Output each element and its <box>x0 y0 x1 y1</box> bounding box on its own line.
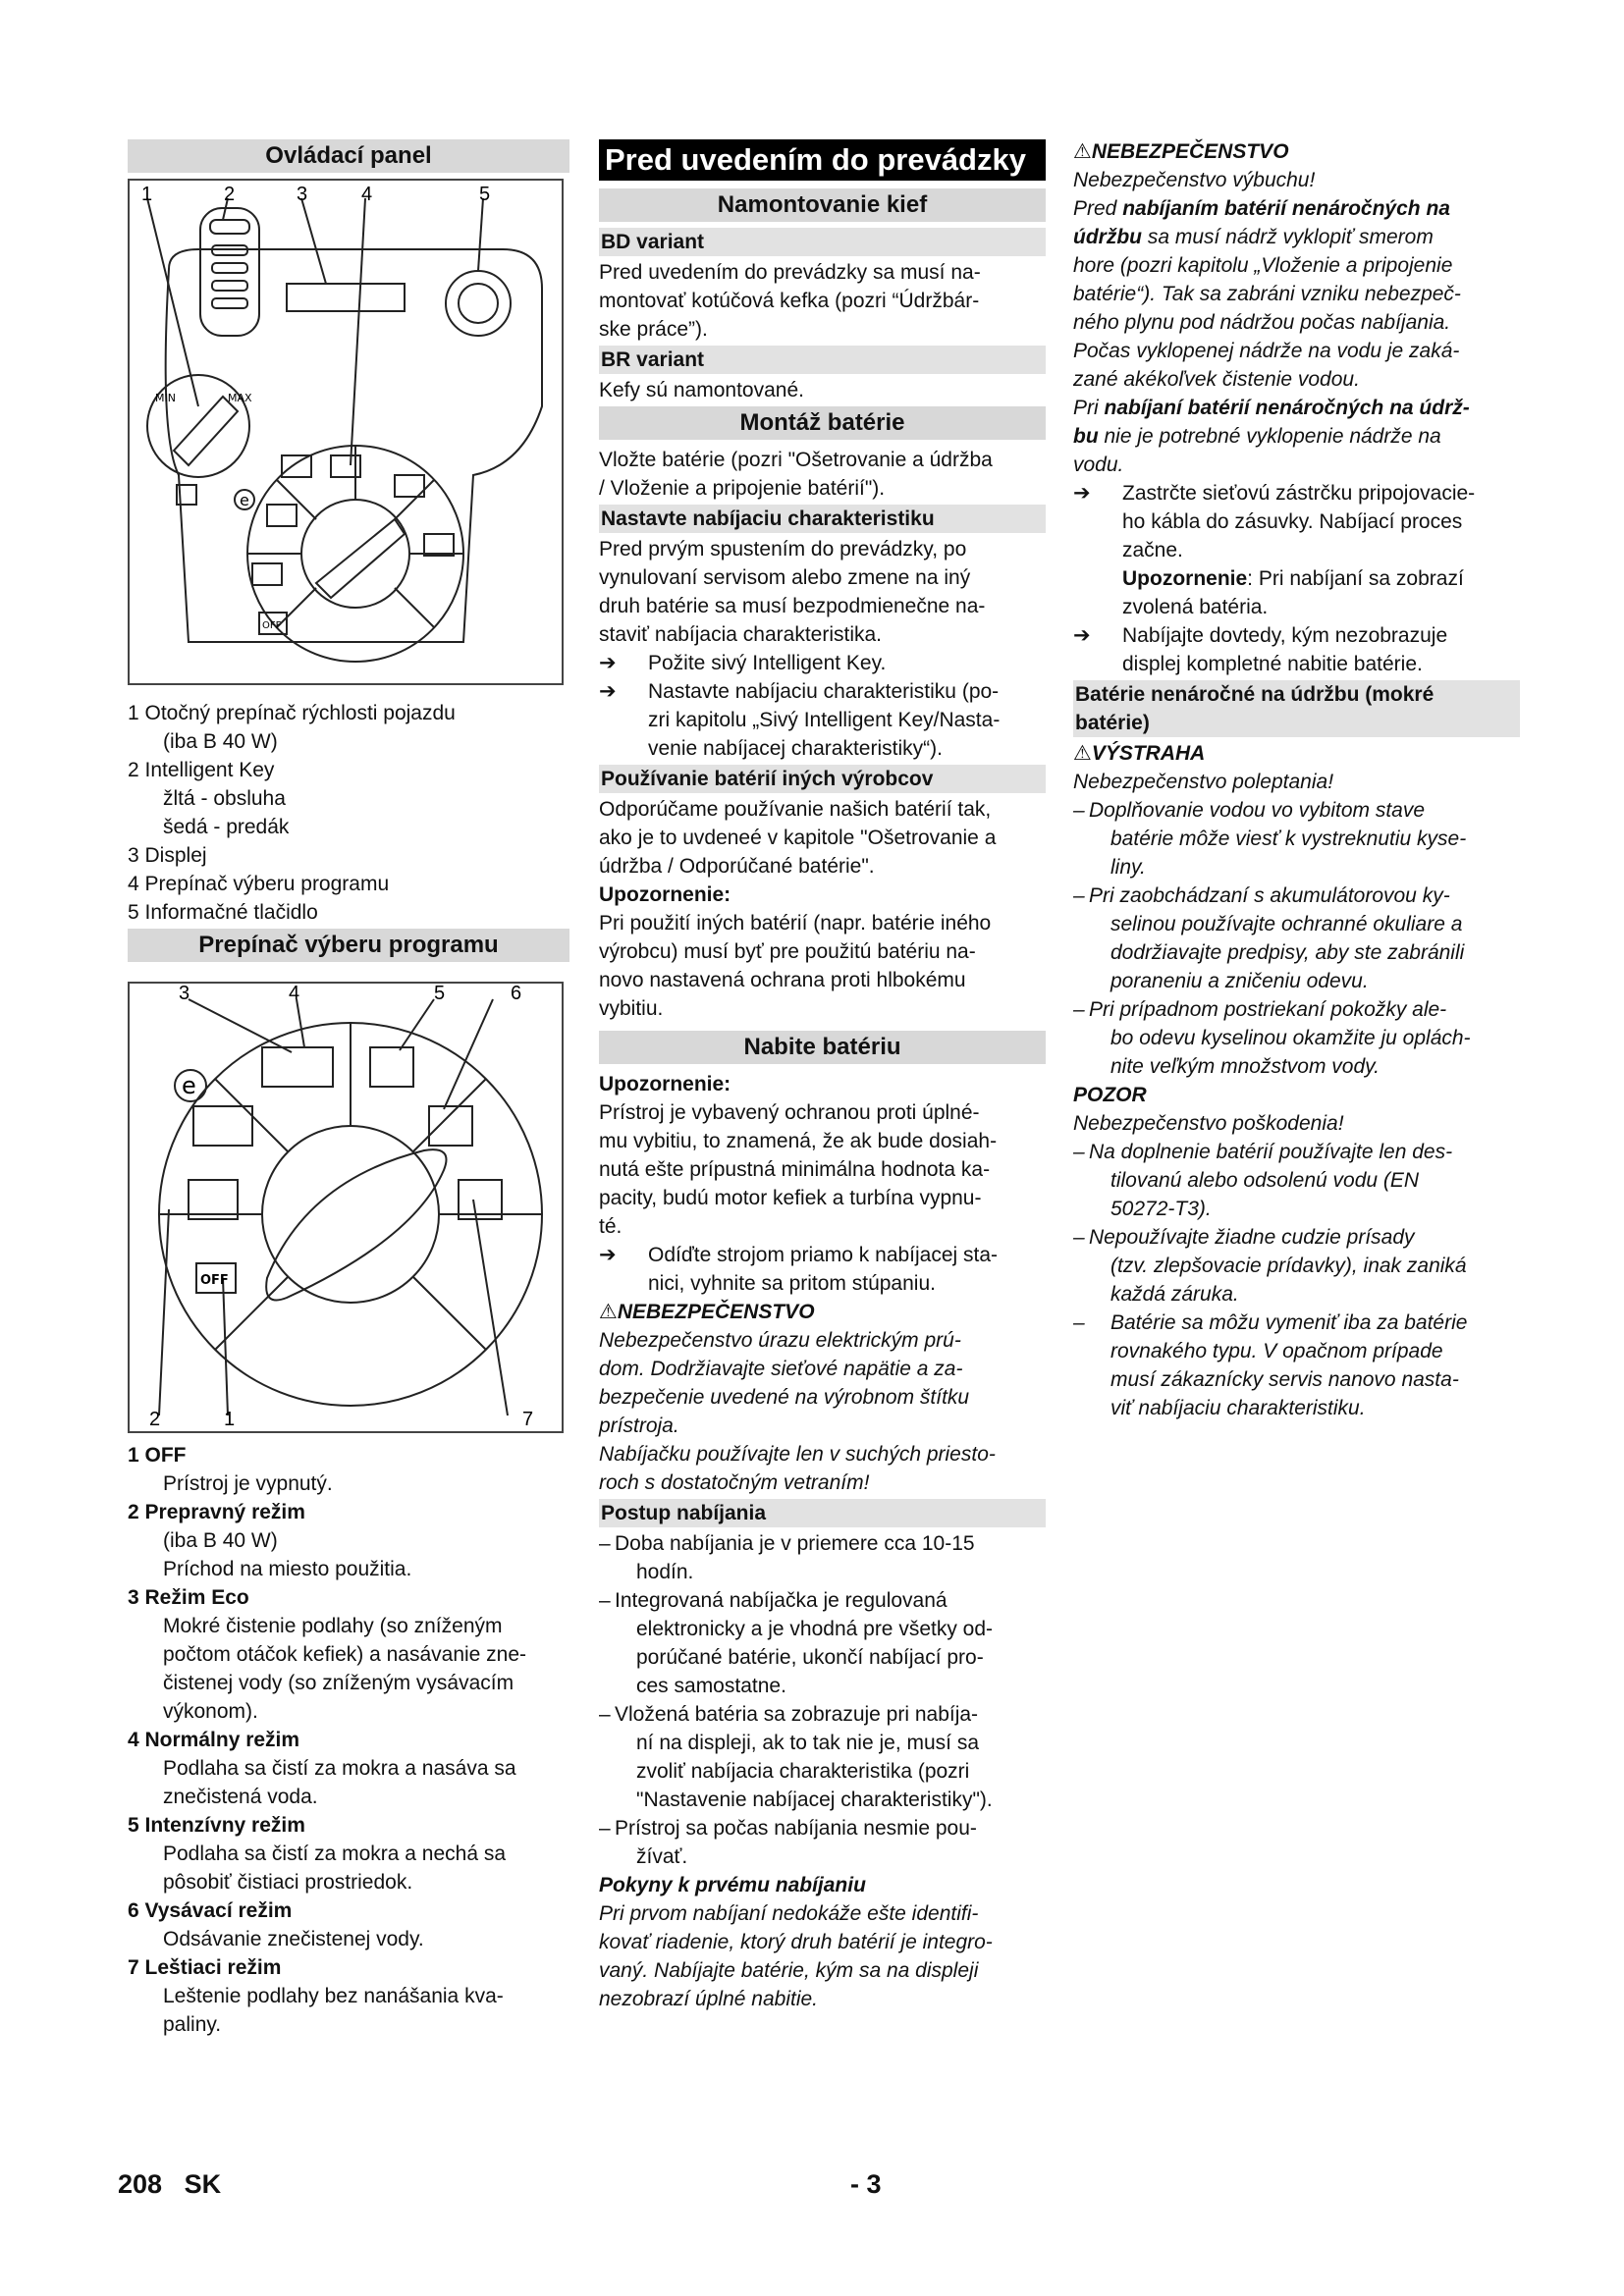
charge-until-step: ➔ Nabíjajte dovtedy, kým nezobrazuje displej kompletné nabitie batérie. <box>1073 621 1520 678</box>
tank-text: údržbu sa musí nádrž vyklopiť smerom <box>1073 226 1434 248</box>
prog-2-line: (iba B 40 W) <box>163 1529 278 1552</box>
heading-charge-battery: Nabite batériu <box>599 1031 1046 1064</box>
panel-item-4: 4 Prepínač výberu programu <box>128 873 390 895</box>
tank-text: Pred nabíjaním batérií nenáročných na <box>1073 197 1450 220</box>
prog-3-line: počtom otáčok kefiek) a nasávanie zne- <box>163 1643 527 1666</box>
tank-text-2: vodu. <box>1073 454 1124 476</box>
prog-6-line: Odsávanie znečistenej vody. <box>163 1928 424 1950</box>
danger-label: ⚠NEBEZPEČENSTVO <box>599 1301 815 1323</box>
heading-bd-variant: BD variant <box>599 228 1046 256</box>
column-2 <box>599 137 1046 2013</box>
other-text: ako je to uvdeneé v kapitole "Ošetrovanie a <box>599 827 997 849</box>
prog-2-title: 2 Prepravný režim <box>128 1501 305 1523</box>
fig2-callout-1: 1 <box>224 1409 236 1430</box>
mount-text: / Vloženie a pripojenie batérií"). <box>599 477 886 500</box>
note-text: pacity, budú motor kefiek a turbína vypnu- <box>599 1187 982 1209</box>
heading-program-selector: Prepínač výberu programu <box>128 929 569 962</box>
first-charge-text: nezobrazí úplné nabitie. <box>599 1988 818 2010</box>
fig1-callout-1: 1 <box>141 184 153 205</box>
first-charge-text: vaný. Nabíjajte batérie, kým sa na displeji <box>599 1959 979 1982</box>
bd-text: Pred uvedením do prevádzky sa musí na- <box>599 261 981 284</box>
other-text: Odporúčame používanie našich batérií tak, <box>599 798 992 821</box>
fig1-off-label: OFF <box>262 620 282 631</box>
procedure-item: – Integrovaná nabíjačka je regulovaná elektronicky a je vhodná pre všetky od- porúčané batérie, ukončí nabíjací pro- ces samostatne. <box>599 1586 1046 1700</box>
dash-icon: – <box>599 1703 611 1726</box>
panel-item-2-yellow: žltá - obsluha <box>163 787 286 810</box>
first-charge-text: kovať riadenie, ktorý druh batérií je integro- <box>599 1931 993 1953</box>
br-text: Kefy sú namontované. <box>599 379 804 401</box>
arrow-icon: ➔ <box>1073 482 1091 505</box>
prog-5-line: Podlaha sa čistí za mokra a nechá sa <box>163 1842 507 1865</box>
fig1-eco-label: e <box>240 491 249 509</box>
note-text: Pri použití iných batérií (napr. batérie iného <box>599 912 992 934</box>
fig2-callout-6: 6 <box>511 984 522 1004</box>
warning-item: – Pri prípadnom postriekaní pokožky ale- bo odevu kyselinou okamžite ju oplách- nite veľkým množstvom vody. <box>1073 995 1520 1081</box>
dash-icon: – <box>1073 1141 1085 1163</box>
explosion-warning: Nebezpečenstvo výbuchu! <box>1073 169 1316 191</box>
prog-4-line: Podlaha sa čistí za mokra a nasáva sa <box>163 1757 516 1780</box>
dash-icon: – <box>1073 998 1085 1021</box>
tank-text: hore (pozri kapitolu „Vloženie a pripojenie <box>1073 254 1453 277</box>
prog-4-line: znečistená voda. <box>163 1786 318 1808</box>
procedure-item: – Doba nabíjania je v priemere cca 10-15 hodín. <box>599 1529 1046 1586</box>
dash-icon: – <box>1073 1311 1085 1334</box>
heading-battery-mount: Montáž batérie <box>599 406 1046 440</box>
char-step-2: ➔ Nastavte nabíjaciu charakteristiku (po- zri kapitolu „Sivý Intelligent Key/Nasta- venie nabíjacej charakteristiky“). <box>599 677 1046 763</box>
procedure-item: – Prístroj sa počas nabíjania nesmie pou- žívať. <box>599 1814 1046 1871</box>
note-text: nutá ešte prípustná minimálna hodnota ka- <box>599 1158 991 1181</box>
note-text: výrobcu) musí byť pre použitú batériu na- <box>599 940 976 963</box>
fig1-callout-2: 2 <box>224 184 236 205</box>
first-charge-title: Pokyny k prvému nabíjaniu <box>599 1874 866 1896</box>
fig2-eco-label: e <box>182 1072 196 1099</box>
prog-3-title: 3 Režim Eco <box>128 1586 249 1609</box>
fig2-callout-7: 7 <box>522 1409 534 1430</box>
column-3 <box>1073 137 1520 1422</box>
panel-item-3: 3 Displej <box>128 844 207 867</box>
heading-control-panel: Ovládací panel <box>128 139 569 173</box>
heading-br-variant: BR variant <box>599 346 1046 374</box>
danger-text: bezpečenie uvedené na výrobnom štítku <box>599 1386 970 1409</box>
char-text: staviť nabíjacia charakteristika. <box>599 623 883 646</box>
fig2-callout-4: 4 <box>289 984 300 1004</box>
bd-text: montovať kotúčová kefka (pozri “Údržbár- <box>599 290 980 312</box>
dash-icon: – <box>1073 1226 1085 1249</box>
caution-item: – Nepoužívajte žiadne cudzie prísady (tzv. zlepšovacie prídavky), inak zaniká každá záruka. <box>1073 1223 1520 1308</box>
prog-7-title: 7 Leštiaci režim <box>128 1956 282 1979</box>
fig1-callout-4: 4 <box>361 184 373 205</box>
panel-item-5: 5 Informačné tlačidlo <box>128 901 318 924</box>
caution-label: POZOR <box>1073 1084 1147 1106</box>
caution-sub: Nebezpečenstvo poškodenia! <box>1073 1112 1344 1135</box>
control-panel-figure <box>128 179 564 685</box>
prog-5-line: pôsobiť čistiaci prostriedok. <box>163 1871 413 1894</box>
fig1-callout-5: 5 <box>479 184 491 205</box>
arrow-icon: ➔ <box>599 652 617 674</box>
first-charge-text: Pri prvom nabíjaní nedokáže ešte identifi- <box>599 1902 979 1925</box>
char-text: vynulovaní servisom alebo zmene na iný <box>599 566 971 589</box>
warning-sub: Nebezpečenstvo poleptania! <box>1073 771 1334 793</box>
fig1-min-label: MIN <box>155 392 176 404</box>
panel-item-1-note: (iba B 40 W) <box>163 730 278 753</box>
note-label: Upozornenie: <box>599 883 731 906</box>
danger-label: ⚠NEBEZPEČENSTVO <box>1073 140 1289 163</box>
danger-text: roch s dostatočným vetraním! <box>599 1471 870 1494</box>
tank-text: Počas vyklopenej nádrže na vodu je zaká- <box>1073 340 1460 362</box>
dash-icon: – <box>599 1589 611 1612</box>
tank-text: zané akékoľvek čistenie vodou. <box>1073 368 1360 391</box>
note-text: té. <box>599 1215 623 1238</box>
other-text: údržba / Odporúčané batérie". <box>599 855 875 878</box>
char-step-1: ➔ Požite sivý Intelligent Key. <box>599 649 1046 677</box>
page-center-number: - 3 <box>850 2169 882 2199</box>
warning-label: ⚠VÝSTRAHA <box>1073 742 1206 765</box>
bd-text: ske práce”). <box>599 318 708 341</box>
caution-item: – Na doplnenie batérií používajte len des- tilovanú alebo odsolenú vodu (EN 50272-T3). <box>1073 1138 1520 1223</box>
tank-text: batérie“). Tak sa zabráni vzniku nebezpeč- <box>1073 283 1461 305</box>
char-text: druh batérie sa musí bezpodmienečne na- <box>599 595 986 617</box>
arrow-icon: ➔ <box>599 680 617 703</box>
fig1-max-label: MAX <box>228 392 252 404</box>
prog-5-title: 5 Intenzívny režim <box>128 1814 305 1837</box>
heading-before-operation: Pred uvedením do prevádzky <box>599 139 1046 181</box>
dash-icon: – <box>599 1532 611 1555</box>
heading-charging-procedure: Postup nabíjania <box>599 1499 1046 1527</box>
dash-icon: – <box>1073 884 1085 907</box>
prog-3-line: čistenej vody (so zníženým vysávacím <box>163 1672 514 1694</box>
warning-item: – Doplňovanie vodou vo vybitom stave batérie môže viesť k vystreknutiu kyse- liny. <box>1073 796 1520 881</box>
note-text: mu vybitiu, to znamená, že ak bude dosiah- <box>599 1130 998 1152</box>
column-1 <box>128 137 569 2039</box>
prog-3-line: výkonom). <box>163 1700 258 1723</box>
plug-step: ➔ Zastrčte sieťovú zástrčku pripojovacie- ho kábla do zásuvky. Nabíjací proces začne. Upozornenie: Pri nabíjaní sa zobrazí zvolená batéria. <box>1073 479 1520 621</box>
charge-step: ➔ Odíďte strojom priamo k nabíjacej sta- nici, vyhnite sa pritom stúpaniu. <box>599 1241 1046 1298</box>
warning-item: – Pri zaobchádzaní s akumulátorovou ky- selinou používajte ochranné okuliare a dodržiavajte predpisy, aby ste zabránili poraneniu a zničeniu odevu. <box>1073 881 1520 995</box>
danger-text: dom. Dodržiavajte sieťové napätie a za- <box>599 1358 963 1380</box>
language-code: SK <box>184 2169 222 2199</box>
prog-6-title: 6 Vysávací režim <box>128 1899 293 1922</box>
tank-text-2: bu nie je potrebné vyklopenie nádrže na <box>1073 425 1441 448</box>
program-selector-drawing <box>130 984 562 1431</box>
char-text: Pred prvým spustením do prevádzky, po <box>599 538 967 561</box>
prog-7-line: Leštenie podlahy bez nanášania kva- <box>163 1985 504 2007</box>
fig2-callout-5: 5 <box>434 984 446 1004</box>
caution-item: – Batérie sa môžu vymeniť iba za batérie rovnakého typu. V opačnom prípade musí zákaznícky servis nanovo nasta- viť nabíjaciu charakteristiku. <box>1073 1308 1520 1422</box>
arrow-icon: ➔ <box>1073 624 1091 647</box>
mount-text: Vložte batérie (pozri "Ošetrovanie a údržba <box>599 449 993 471</box>
dash-icon: – <box>599 1817 611 1840</box>
fig2-callout-3: 3 <box>179 984 190 1004</box>
prog-1-line: Prístroj je vypnutý. <box>163 1472 333 1495</box>
arrow-icon: ➔ <box>599 1244 617 1266</box>
note-label: Upozornenie: <box>599 1073 731 1095</box>
heading-other-batteries: Používanie batérií iných výrobcov <box>599 765 1046 793</box>
panel-item-2: 2 Intelligent Key <box>128 759 275 781</box>
page-number: 208 SK <box>118 2169 222 2199</box>
fig2-off-label: OFF <box>200 1273 229 1288</box>
danger-text: Nabíjačku používajte len v suchých priesto- <box>599 1443 996 1466</box>
danger-text: Nebezpečenstvo úrazu elektrickým prú- <box>599 1329 961 1352</box>
note-text: novo nastavená ochrana proti hlbokému <box>599 969 966 991</box>
danger-text: prístroja. <box>599 1415 679 1437</box>
note-text: vybitiu. <box>599 997 664 1020</box>
dash-icon: – <box>1073 799 1085 822</box>
procedure-item: – Vložená batéria sa zobrazuje pri nabíja- ní na displeji, ak to tak nie je, musí sa zvoliť nabíjacia charakteristika (pozri "Nastavenie nabíjacej charakteristiky"). <box>599 1700 1046 1814</box>
tank-text: ného plynu pod nádržou počas nabíjania. <box>1073 311 1451 334</box>
note-text: Prístroj je vybavený ochranou proti úplné- <box>599 1101 980 1124</box>
prog-2-line: Príchod na miesto použitia. <box>163 1558 412 1580</box>
prog-3-line: Mokré čistenie podlahy (so zníženým <box>163 1615 503 1637</box>
prog-4-title: 4 Normálny režim <box>128 1729 300 1751</box>
fig1-callout-3: 3 <box>297 184 308 205</box>
heading-mount-brushes: Namontovanie kief <box>599 188 1046 222</box>
fig2-callout-2: 2 <box>149 1409 161 1430</box>
program-selector-figure <box>128 982 564 1433</box>
panel-item-2-grey: šedá - predák <box>163 816 290 838</box>
prog-7-line: paliny. <box>163 2013 222 2036</box>
heading-wet-batteries: Batérie nenáročné na údržbu (mokré batérie) <box>1073 680 1520 737</box>
tank-text-2: Pri nabíjaní batérií nenáročných na údrž- <box>1073 397 1470 419</box>
prog-1-title: 1 OFF <box>128 1444 187 1467</box>
heading-charge-characteristic: Nastavte nabíjaciu charakteristiku <box>599 505 1046 533</box>
control-panel-drawing <box>130 181 562 683</box>
panel-item-1: 1 Otočný prepínač rýchlosti pojazdu <box>128 702 456 724</box>
